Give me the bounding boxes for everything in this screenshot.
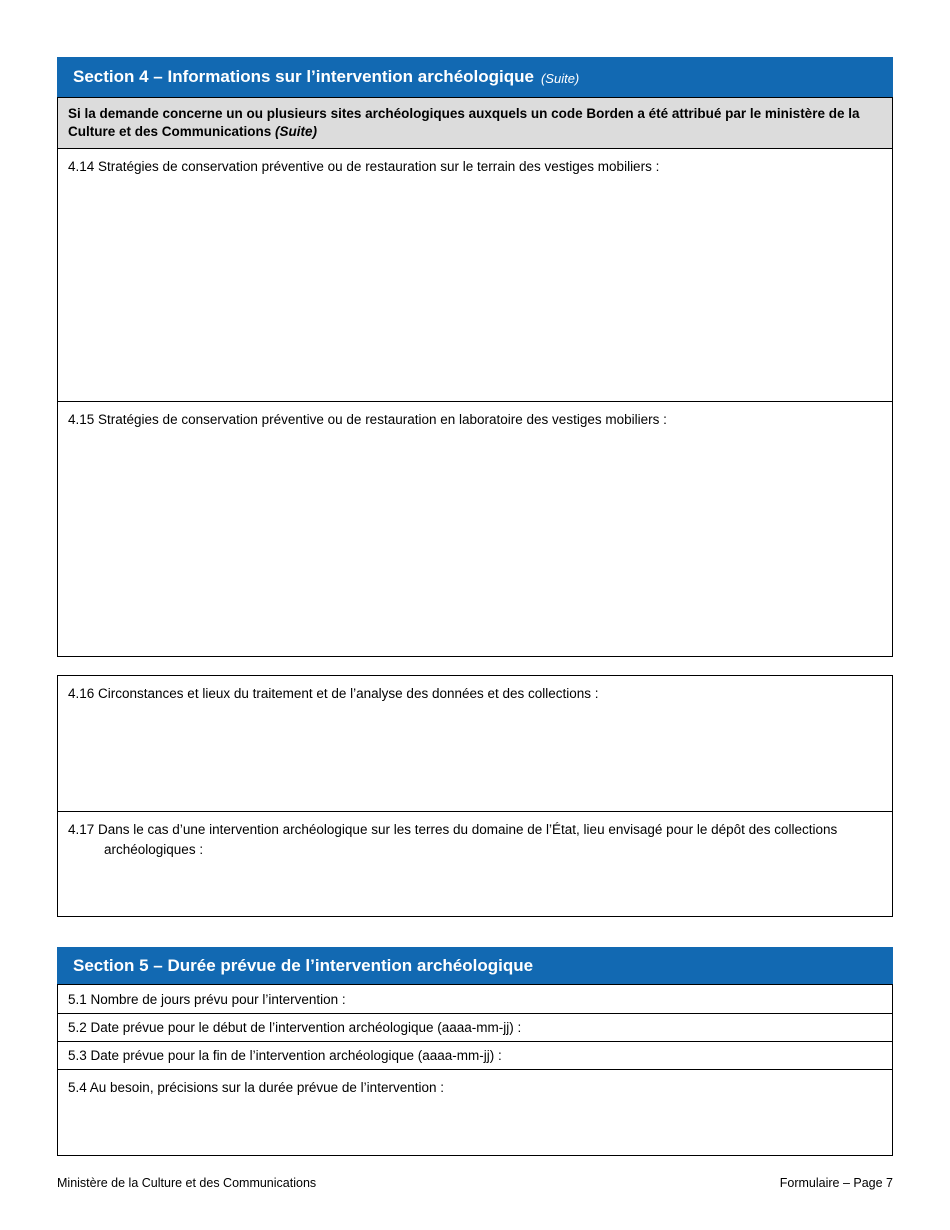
field-4-15	[58, 401, 892, 656]
footer-page-number: Formulaire – Page 7	[779, 1176, 893, 1191]
spacer	[57, 657, 893, 675]
field-4-16-label: 4.16 Circonstances et lieux du traitement et de l’analyse des données et des collections :	[68, 686, 599, 702]
field-4-17-input[interactable]	[68, 860, 882, 909]
section-4-header	[57, 57, 893, 97]
field-5-2-input[interactable]	[521, 1014, 882, 1041]
field-5-2-label: 5.2 Date prévue pour le début de l’intervention archéologique (aaaa-mm-jj) :	[68, 1020, 522, 1036]
field-5-1-label: 5.1 Nombre de jours prévu pour l’intervention :	[68, 991, 346, 1007]
field-4-14	[58, 149, 892, 401]
field-5-4	[58, 1069, 892, 1155]
field-5-2	[58, 1013, 892, 1041]
section-4-title-suffix: (Suite)	[540, 70, 580, 86]
section-4-subheader	[58, 98, 892, 149]
section-5-header	[57, 947, 893, 984]
field-5-1	[58, 985, 892, 1013]
field-4-15-input[interactable]	[68, 430, 882, 648]
field-5-4-label: 5.4 Au besoin, précisions sur la durée prévue de l’intervention :	[68, 1080, 444, 1096]
footer-ministry: Ministère de la Culture et des Communications	[57, 1176, 317, 1191]
section-4-subheader-suffix: (Suite)	[275, 124, 318, 140]
section-4-title: Section 4 – Informations sur l’intervention archéologique	[73, 67, 534, 86]
field-5-3-label: 5.3 Date prévue pour la fin de l’intervention archéologique (aaaa-mm-jj) :	[68, 1048, 502, 1064]
field-4-16-input[interactable]	[68, 704, 882, 803]
section-4-group-2	[57, 675, 893, 917]
page-footer	[57, 1176, 893, 1190]
field-5-3	[58, 1041, 892, 1069]
field-4-14-input[interactable]	[68, 177, 882, 393]
field-4-16	[58, 676, 892, 811]
section-5-title: Section 5 – Durée prévue de l’intervention archéologique	[73, 955, 534, 975]
field-4-17-label: 4.17 Dans le cas d’une intervention archéologique sur les terres du domaine de l’État, lieu envisagé pour le dépôt des collections archéologiques :	[68, 822, 838, 857]
section-4-subheader-text: Si la demande concerne un ou plusieurs sites archéologiques auxquels un code Borden a été attribué par le ministère de la Culture et des Communications	[68, 106, 860, 140]
section-5-group	[57, 984, 893, 1156]
field-5-3-input[interactable]	[502, 1042, 882, 1069]
section-4-group-1	[57, 97, 893, 657]
form-content	[57, 57, 893, 1190]
spacer	[57, 917, 893, 947]
field-5-1-input[interactable]	[346, 985, 882, 1013]
field-5-4-input[interactable]	[68, 1098, 882, 1147]
field-4-17	[58, 811, 892, 916]
field-4-15-label: 4.15 Stratégies de conservation préventive ou de restauration en laboratoire des vestiges mobiliers :	[68, 412, 667, 428]
field-4-14-label: 4.14 Stratégies de conservation préventive ou de restauration sur le terrain des vestiges mobiliers :	[68, 159, 660, 175]
